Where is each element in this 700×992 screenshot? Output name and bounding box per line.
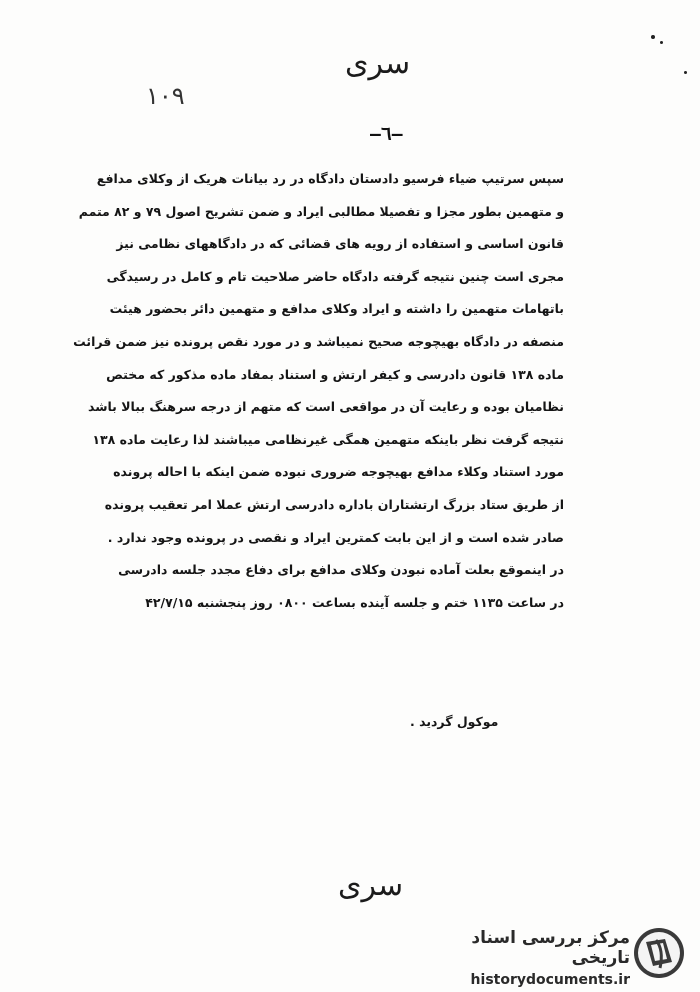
watermark-title: مرکز بررسی اسناد تاریخی	[471, 928, 630, 968]
body-line: نظامیان بوده و رعایت آن در مواقعی است که متهم از درجه سرهنگ ببالا باشد	[87, 399, 564, 415]
body-line: ماده ۱۳۸ قانون دادرسی و کیفر ارتش و استناد بمفاد ماده مذکور که مختص	[106, 366, 564, 382]
watermark-url: historydocuments.ir	[470, 972, 630, 988]
body-line: و متهمین بطور مجزا و تفصیلا مطالبی ایراد و ضمن تشریح اصول ۷۹ و ۸۲ متمم	[78, 203, 564, 219]
body-line: قانون اساسی و استفاده از رویه های قضائی که در دادگاههای نظامی نیز	[116, 236, 564, 252]
scan-speck	[684, 71, 687, 74]
body-line: از طریق ستاد بزرگ ارتشتاران باداره دادرسی ارتش عملا امر تعقیب پرونده	[104, 496, 564, 512]
document-body	[73, 171, 564, 628]
body-line: نتیجه گرفت نظر باینکه متهمین همگی غیرنظامی میباشند لذا رعایت ماده ۱۳۸	[92, 431, 564, 447]
body-line: مورد استناد وکلاء مدافع بهیچوجه ضروری نبوده ضمن اینکه با احاله پرونده	[113, 464, 564, 480]
scan-speck	[660, 41, 663, 44]
classification-stamp-top: سری	[345, 46, 411, 81]
section-number: —٦—	[370, 124, 403, 145]
body-line: مجری است چنین نتیجه گرفته دادگاه حاضر صلاحیت تام و کامل در رسیدگی	[106, 268, 564, 284]
scan-speck	[651, 35, 655, 39]
archive-watermark	[410, 924, 690, 988]
body-line: در اینموقع بعلت آماده نبودن وکلای مدافع برای دفاع مجدد جلسه دادرسی	[118, 562, 564, 578]
body-line: باتهامات متهمین را داشته و ایراد وکلای مدافع و متهمین دائر بحضور هیئت	[109, 301, 564, 317]
watermark-text	[416, 928, 630, 988]
classification-stamp-bottom: سری	[338, 868, 404, 903]
body-line: منصفه در دادگاه بهیچوجه صحیح نمیباشد و در مورد نقص پرونده نیز ضمن قرائت	[73, 333, 564, 349]
page-number: ۱۰۹	[146, 82, 185, 110]
body-line: سپس سرتیپ ضیاء فرسیو دادستان دادگاه در رد بیانات هریک از وکلای مدافع	[96, 171, 564, 186]
body-line: صادر شده است و از این بابت کمترین ایراد و نقصی در پرونده وجود ندارد .	[107, 529, 564, 545]
closing-line: موکول گردید .	[410, 714, 499, 729]
document-archive-logo-icon	[632, 926, 686, 980]
body-line: در ساعت ۱۱۳۵ ختم و جلسه آینده بساعت ۰۸۰۰ روز پنجشنبه ۴۲/۷/۱۵	[145, 594, 564, 610]
